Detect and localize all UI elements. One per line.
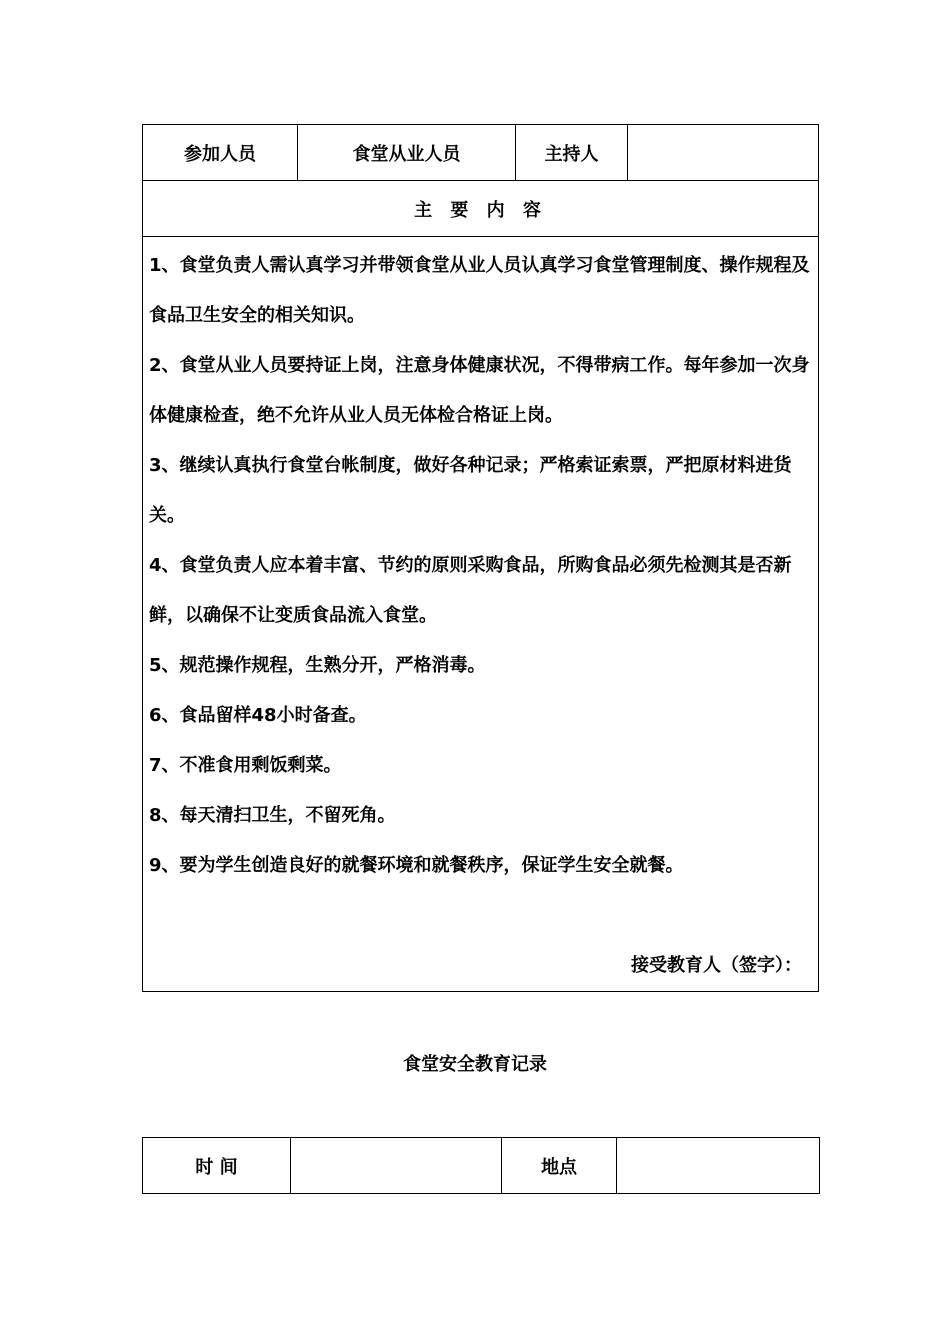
host-value-cell[interactable]: [628, 125, 819, 181]
content-item-3: 3、继续认真执行食堂台帐制度，做好各种记录；严格索证索票，严把原材料进货关。: [149, 455, 792, 526]
time-value-cell[interactable]: [291, 1138, 502, 1194]
content-item-9: 9、要为学生创造良好的就餐环境和就餐秩序，保证学生安全就餐。: [149, 855, 684, 876]
content-title: 主 要 内 容: [143, 181, 819, 237]
content-item-6: 6、食品留样48小时备查。: [149, 705, 367, 726]
meeting-content-table: [142, 124, 819, 992]
content-item-2: 2、食堂从业人员要持证上岗，注意身体健康状况，不得带病工作。每年参加一次身体健康检查，绝不允许从业人员无体检合格证上岗。: [149, 355, 810, 426]
content-list: [149, 241, 812, 991]
time-place-row: [143, 1138, 820, 1194]
participants-value: 食堂从业人员: [298, 125, 516, 181]
content-title-row: [143, 181, 819, 237]
signature-label: 接受教育人（签字）：: [631, 955, 802, 976]
content-item-1: 1、食堂负责人需认真学习并带领食堂从业人员认真学习食堂管理制度、操作规程及食品卫生安全的相关知识。: [149, 255, 810, 326]
time-label: 时 间: [143, 1138, 291, 1194]
content-body-cell: [143, 237, 819, 992]
place-label: 地点: [502, 1138, 617, 1194]
record-title: 食堂安全教育记录: [403, 1054, 547, 1075]
host-label: 主持人: [516, 125, 628, 181]
participants-label: 参加人员: [143, 125, 298, 181]
content-item-7: 7、不准食用剩饭剩菜。: [149, 755, 342, 776]
record-info-table: [142, 1137, 820, 1194]
content-item-4: 4、食堂负责人应本着丰富、节约的原则采购食品，所购食品必须先检测其是否新鲜，以确保不让变质食品流入食堂。: [149, 555, 792, 626]
content-item-8: 8、每天清扫卫生，不留死角。: [149, 805, 396, 826]
content-item-5: 5、规范操作规程，生熟分开，严格消毒。: [149, 655, 486, 676]
place-value-cell[interactable]: [617, 1138, 820, 1194]
content-body-row: [143, 237, 819, 992]
participants-row: [143, 125, 819, 181]
